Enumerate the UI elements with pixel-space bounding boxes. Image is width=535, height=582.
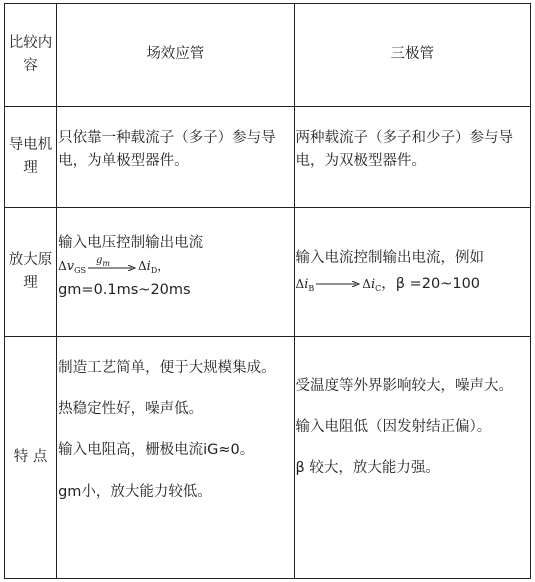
bjt-feature-item: β 较大，放大能力强。 <box>295 460 440 477</box>
row-label-features: 特 点 <box>5 337 57 579</box>
bjt-features-cell <box>294 337 530 579</box>
fet-feature-item: gm小，放大能力较低。 <box>58 483 212 500</box>
bjt-conduction-text: 两种载流子（多子和少子）参与导电，为双极型器件。 <box>294 107 530 208</box>
header-bjt: 三极管 <box>294 4 530 107</box>
fet-feature-item: 输入电阻高，栅极电流iG≈0。 <box>58 442 255 459</box>
fet-gm-range: gm=0.1ms~20ms <box>58 281 191 298</box>
arrow-icon: $g_m$ <box>88 261 136 273</box>
comparison-table <box>4 3 531 579</box>
bjt-feature-item: 受温度等外界影响较大，噪声大。 <box>295 378 514 394</box>
fet-conduction-text: 只依靠一种载流子（多子）参与导电，为单极型器件。 <box>57 107 294 208</box>
bjt-amplification-cell <box>294 208 530 337</box>
header-fet: 场效应管 <box>57 4 294 107</box>
table-row-amplification <box>5 208 531 337</box>
row-label-conduction: 导电机理 <box>5 107 57 208</box>
header-compare-item: 比较内容 <box>5 4 57 107</box>
row-label-amplification: 放大原理 <box>5 208 57 337</box>
fet-amplification-text: 输入电压控制输出电流 <box>58 235 204 251</box>
table-row-conduction <box>5 107 531 208</box>
fet-feature-item: 热稳定性好，噪声低。 <box>58 401 204 418</box>
fet-features-cell <box>57 337 294 579</box>
header-row <box>5 4 531 107</box>
fet-feature-item: 制造工艺简单，便于大规模集成。 <box>58 360 276 376</box>
bjt-beta-formula: $\Delta i_B$ $\Delta i_C$，β =20~100 <box>295 275 481 293</box>
arrow-icon <box>316 278 360 290</box>
fet-transconductance-formula: $\Delta v_{GS}$ $g_m$ $\Delta i_D$， <box>58 254 170 276</box>
table-row-features <box>5 337 531 579</box>
bjt-amplification-text: 输入电流控制输出电流，例如 <box>295 250 485 267</box>
fet-amplification-cell <box>57 208 294 337</box>
bjt-feature-item: 输入电阻低（因发射结正偏）。 <box>295 419 492 436</box>
